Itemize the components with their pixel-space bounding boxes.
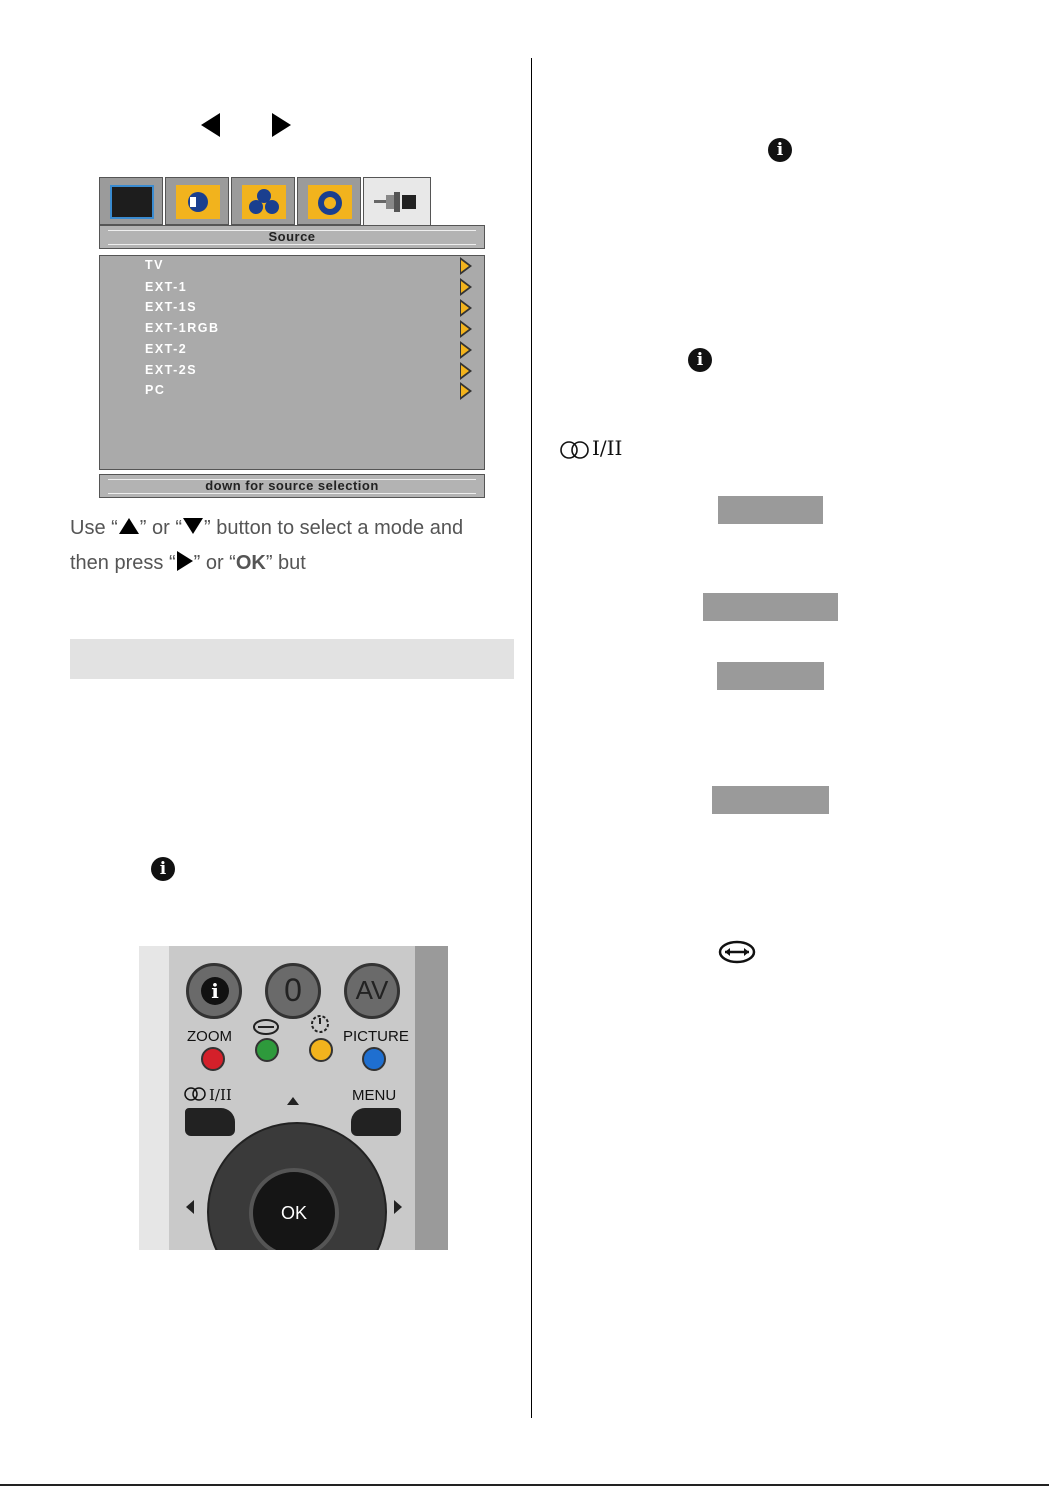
chevron-right-icon	[460, 362, 472, 380]
yellow-button[interactable]	[309, 1038, 333, 1062]
title-rule-bottom	[108, 244, 476, 245]
speaker-icon	[176, 185, 220, 219]
timer-icon	[309, 1012, 331, 1034]
install-tab[interactable]	[297, 177, 361, 225]
right-arrow-icon	[176, 550, 194, 572]
left-arrow-icon	[185, 1199, 195, 1215]
features-icon	[242, 185, 286, 219]
chevron-right-icon	[460, 320, 472, 338]
mono-stereo-label: I/II	[592, 436, 623, 460]
menu-footer-hint: down for source selection	[205, 478, 379, 493]
remote-control-image	[139, 946, 448, 1250]
info-icon: i	[688, 348, 712, 372]
gray-label-box	[717, 662, 824, 690]
info-icon: i	[201, 977, 229, 1005]
footer-rule-bottom	[108, 493, 476, 494]
picture-label: PICTURE	[343, 1028, 409, 1045]
chevron-right-icon	[460, 257, 472, 275]
source-item-ext2[interactable]: EXT-2	[145, 342, 188, 356]
up-arrow-icon	[118, 517, 140, 535]
instruction-text: ” or “	[193, 552, 236, 574]
down-arrow-icon	[182, 517, 204, 535]
menu-button[interactable]	[351, 1108, 401, 1136]
up-arrow-icon	[286, 1096, 300, 1106]
instruction-text: ” but	[265, 552, 306, 574]
mono-stereo-button[interactable]	[185, 1108, 235, 1136]
ok-keyword: OK	[235, 552, 266, 574]
source-item-ext1rgb[interactable]: EXT-1RGB	[145, 321, 220, 335]
chevron-right-icon	[460, 299, 472, 317]
sound-tab[interactable]	[165, 177, 229, 225]
connector-icon	[374, 190, 420, 214]
source-tab[interactable]	[363, 177, 431, 227]
menu-title-bar	[99, 225, 485, 249]
instruction-text: ” or “	[139, 517, 183, 539]
page-bottom-rule	[0, 1484, 1049, 1486]
ok-button[interactable]: OK	[249, 1168, 339, 1250]
green-button[interactable]	[255, 1038, 279, 1062]
column-divider	[531, 58, 532, 1418]
picture-tab[interactable]	[99, 177, 163, 225]
source-menu	[99, 177, 486, 500]
source-item-ext1s[interactable]: EXT-1S	[145, 300, 198, 314]
source-item-tv[interactable]: TV	[145, 258, 164, 272]
swap-icon	[252, 1018, 280, 1036]
menu-title: Source	[268, 229, 316, 244]
chevron-right-icon	[460, 341, 472, 359]
right-arrow-icon	[393, 1199, 403, 1215]
features-tab[interactable]	[231, 177, 295, 225]
red-button[interactable]	[201, 1047, 225, 1071]
right-arrow-icon	[270, 112, 292, 138]
remote-edge-left	[139, 946, 169, 1250]
info-icon: i	[151, 857, 175, 881]
instruction-text: Use “	[70, 517, 118, 539]
chevron-right-icon	[460, 382, 472, 400]
source-item-ext1[interactable]: EXT-1	[145, 280, 188, 294]
tv-screen-icon	[110, 185, 154, 219]
remote-edge-right	[415, 946, 448, 1250]
menu-label: MENU	[352, 1087, 397, 1104]
blue-button[interactable]	[362, 1047, 386, 1071]
install-icon	[308, 185, 352, 219]
zero-button[interactable]: 0	[265, 963, 321, 1019]
instruction-line-1	[70, 511, 520, 546]
source-list	[99, 255, 485, 470]
source-item-pc[interactable]: PC	[145, 383, 166, 397]
instruction-text: ” button to select a mode and	[204, 517, 464, 539]
section-heading-bar	[70, 639, 514, 679]
info-icon: i	[768, 138, 792, 162]
gray-label-box	[703, 593, 838, 621]
mono-stereo-icon	[184, 1086, 208, 1102]
instruction-text: then press “	[70, 552, 176, 574]
instruction-line-2	[70, 546, 520, 581]
left-arrow-icon	[200, 112, 222, 138]
zoom-label: ZOOM	[187, 1028, 232, 1045]
mono-stereo-icon	[560, 440, 592, 460]
source-item-ext2s[interactable]: EXT-2S	[145, 363, 198, 377]
av-button[interactable]: AV	[344, 963, 400, 1019]
menu-footer-bar	[99, 474, 485, 498]
gray-label-box	[712, 786, 829, 814]
mono-stereo-label: I/II	[209, 1086, 232, 1104]
gray-label-box	[718, 496, 823, 524]
info-button[interactable]	[186, 963, 242, 1019]
chevron-right-icon	[460, 278, 472, 296]
swap-icon	[718, 940, 756, 964]
